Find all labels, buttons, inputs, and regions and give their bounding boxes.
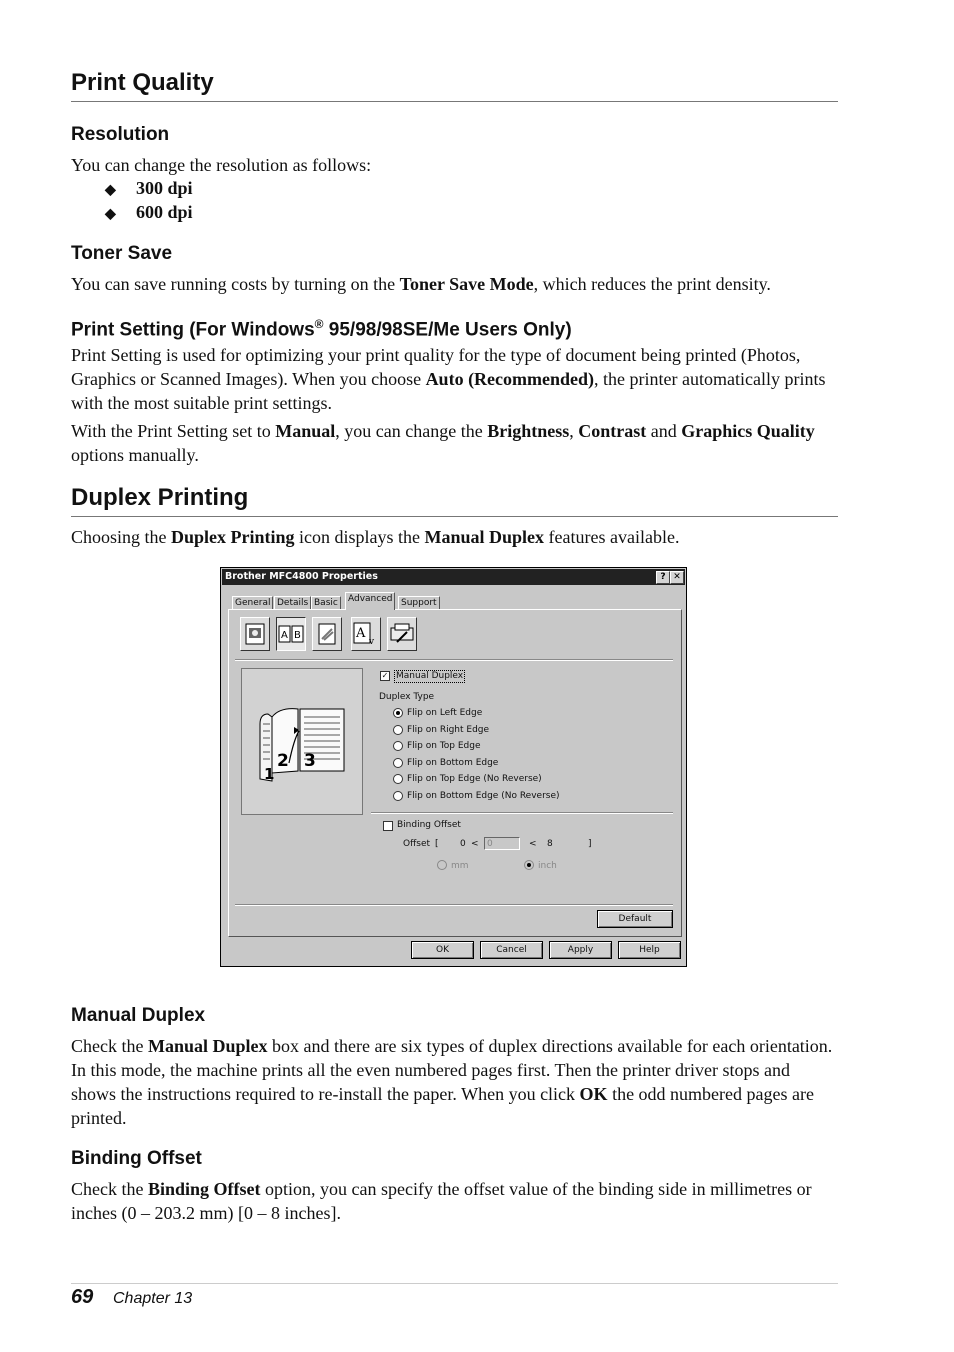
page-number: 69 <box>71 1286 94 1308</box>
device-options-icon[interactable] <box>387 617 417 651</box>
offset-lt: < <box>471 839 479 849</box>
subheading-resolution: Resolution <box>71 124 170 145</box>
duplex-option-label: Flip on Top Edge <box>407 741 481 751</box>
duplex-radio-top-no-reverse[interactable] <box>393 774 403 784</box>
diamond-bullet-icon: ◆ <box>105 183 116 198</box>
resolution-option <box>105 200 193 227</box>
divider <box>235 659 673 661</box>
duplex-option-label: Flip on Bottom Edge <box>407 758 499 768</box>
duplex-option-label: Flip on Right Edge <box>407 725 490 735</box>
dialog-title-bar <box>222 569 685 585</box>
duplex-printing-icon[interactable] <box>276 617 306 651</box>
print-setting-paragraph-2: With the Print Setting set to Manual, you can change the Brightness, Contrast and Graphics Quality options manually. <box>71 421 815 465</box>
unit-radio-mm[interactable] <box>437 860 447 870</box>
duplex-radio-bottom-edge[interactable] <box>393 758 403 768</box>
tab-support[interactable]: Support <box>398 596 440 610</box>
footer-rule <box>71 1283 838 1284</box>
tab-basic[interactable]: Basic <box>311 596 341 610</box>
offset-lt2: < <box>529 839 537 849</box>
offset-bracket-close: ] <box>588 839 592 849</box>
offset-value-field[interactable]: 0 <box>484 837 520 850</box>
preview-page-number: 3 <box>304 751 316 771</box>
duplex-radio-left-edge[interactable] <box>393 708 403 718</box>
toner-save-text: You can save running costs by turning on the Toner Save Mode, which reduces the print density. <box>71 274 771 294</box>
resolution-option <box>105 176 193 203</box>
manual-duplex-checkbox[interactable]: ✓ <box>381 671 389 680</box>
duplex-intro: Choosing the Duplex Printing icon displays the Manual Duplex features available. <box>71 527 680 547</box>
svg-text:B: B <box>294 630 301 641</box>
resolution-option-label: 600 dpi <box>136 202 193 222</box>
duplex-option-label: Flip on Left Edge <box>407 708 483 718</box>
manual-duplex-text: Check the Manual Duplex box and there are six types of duplex directions available for each orientation. In this mode, the machine prints all the even numbered pages first. Then the printer driver stops and shows the instructions required to re-install the paper. When you click OK the odd numbered pages are printed. <box>71 1036 833 1128</box>
offset-label: Offset <box>403 839 431 849</box>
close-icon[interactable]: ✕ <box>670 571 684 584</box>
duplex-radio-bottom-no-reverse[interactable] <box>393 791 403 801</box>
subheading-toner-save: Toner Save <box>71 243 173 264</box>
duplex-option-label: Flip on Top Edge (No Reverse) <box>407 774 542 784</box>
subheading-manual-duplex: Manual Duplex <box>71 1005 206 1026</box>
offset-bracket-open: [ <box>435 839 439 849</box>
tab-general[interactable]: General <box>232 596 273 610</box>
apply-button[interactable]: Apply <box>549 941 612 959</box>
divider <box>371 812 673 814</box>
chapter-label: Chapter 13 <box>113 1290 193 1307</box>
duplex-radio-right-edge[interactable] <box>393 725 403 735</box>
print-setting-paragraph-1: Print Setting is used for optimizing your print quality for the type of document being printed (Photos, Graphics or Scanned Images). When you choose Auto (Recommended), the printer automatically prints with the most suitable print settings. <box>71 345 826 413</box>
offset-min: 0 <box>460 839 466 849</box>
duplex-option-label: Flip on Bottom Edge (No Reverse) <box>407 791 560 801</box>
watermark-icon[interactable] <box>312 617 342 651</box>
resolution-intro: You can change the resolution as follows: <box>71 155 372 175</box>
help-title-button[interactable]: ? <box>656 571 670 584</box>
offset-max: 8 <box>547 839 553 849</box>
preview-page-number: 2 <box>277 751 289 771</box>
svg-text:A: A <box>356 626 366 641</box>
binding-offset-label: Binding Offset <box>397 820 461 830</box>
tab-advanced[interactable]: Advanced <box>345 592 395 610</box>
duplex-radio-top-edge[interactable] <box>393 741 403 751</box>
subheading-print-setting: Print Setting (For Windows® 95/98/98SE/Me Users Only) <box>71 317 572 341</box>
manual-duplex-label: Manual Duplex <box>396 671 464 681</box>
cancel-button[interactable]: Cancel <box>480 941 543 959</box>
duplex-preview-illustration <box>242 669 362 814</box>
section-heading-duplex-printing: Duplex Printing <box>71 484 838 517</box>
resolution-option-label: 300 dpi <box>136 178 193 198</box>
ok-button[interactable]: OK <box>411 941 474 959</box>
unit-inch-label: inch <box>538 861 557 871</box>
svg-text:A: A <box>281 630 288 641</box>
section-heading-print-quality: Print Quality <box>71 69 838 102</box>
unit-mm-label: mm <box>451 861 469 871</box>
help-button[interactable]: Help <box>618 941 681 959</box>
default-button[interactable]: Default <box>597 910 673 928</box>
dialog-title: Brother MFC4800 Properties <box>225 571 378 582</box>
preview-page-number: 1 <box>264 765 275 783</box>
diamond-bullet-icon: ◆ <box>105 207 116 222</box>
binding-offset-checkbox[interactable] <box>383 821 393 831</box>
duplex-type-label: Duplex Type <box>379 692 435 702</box>
divider <box>235 904 673 906</box>
binding-offset-text: Check the Binding Offset option, you can specify the offset value of the binding side in millimetres or inches (0 – 203.2 mm) [0 – 8 inches]. <box>71 1179 812 1223</box>
duplex-preview <box>241 668 363 815</box>
print-quality-icon[interactable] <box>240 617 270 651</box>
properties-dialog <box>220 567 687 967</box>
subheading-binding-offset: Binding Offset <box>71 1148 202 1169</box>
svg-text:v: v <box>369 637 375 646</box>
tab-details[interactable]: Details <box>274 596 311 610</box>
unit-radio-inch[interactable] <box>524 860 534 870</box>
page-setting-icon[interactable] <box>351 617 381 651</box>
